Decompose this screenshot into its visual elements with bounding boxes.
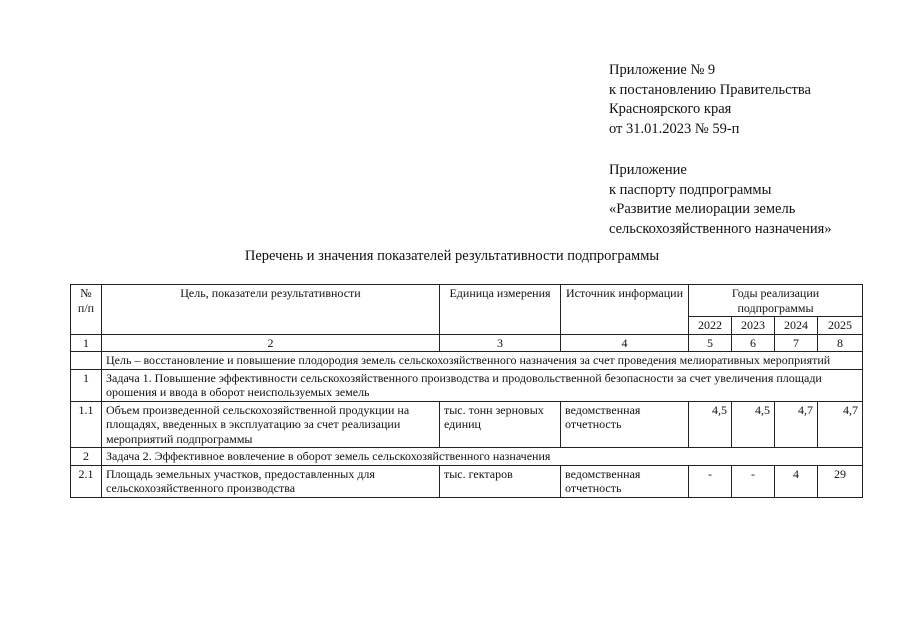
- indicator-value: -: [689, 465, 732, 497]
- indicators-table: [70, 284, 863, 498]
- indicator-value: 29: [818, 465, 863, 497]
- appendix-line: «Развитие мелиорации земель: [609, 201, 796, 217]
- task-text: Задача 2. Эффективное вовлечение в оборот земель сельскохозяйственного назначения: [102, 448, 863, 466]
- header-years-group: Годы реализации подпрограммы: [689, 285, 863, 317]
- header-unit: Единица измерения: [440, 285, 561, 335]
- appendix-line: к паспорту подпрограммы: [609, 181, 772, 198]
- goal-text: Цель – восстановление и повышение плодородия земель сельскохозяйственного назначения за счет проведения мелиоративных мероприятий: [102, 352, 863, 370]
- column-number: 3: [440, 334, 561, 352]
- column-number: 5: [689, 334, 732, 352]
- table-header-row: [71, 285, 863, 317]
- appendix-line: к постановлению Правительства: [609, 81, 811, 98]
- appendix-line: от 31.01.2023 № 59-п: [609, 120, 740, 137]
- header-year: 2022: [689, 317, 732, 335]
- indicator-num: 2.1: [71, 465, 102, 497]
- header-source: Источник информации: [561, 285, 689, 335]
- column-number: 1: [71, 334, 102, 352]
- appendix-line: сельскохозяйственного назначения»: [609, 220, 832, 237]
- task-num: 2: [71, 448, 102, 466]
- indicator-value: -: [732, 465, 775, 497]
- indicator-value: 4,5: [689, 401, 732, 448]
- header-num: № п/п: [71, 285, 102, 335]
- header-goal: Цель, показатели результативности: [102, 285, 440, 335]
- indicator-value: 4,5: [732, 401, 775, 448]
- column-number: 8: [818, 334, 863, 352]
- column-number: 7: [775, 334, 818, 352]
- indicator-name: Объем произведенной сельскохозяйственной продукции на площадях, введенных в эксплуатацию за счет реализации мероприятий подпрограммы: [102, 401, 440, 448]
- goal-row: [71, 352, 863, 370]
- task-text: Задача 1. Повышение эффективности сельскохозяйственного производства и продовольственной безопасности за счет увеличения площади орошения и ввода в оборот неиспользуемых земель: [102, 369, 863, 401]
- appendix-line: Красноярского края: [609, 101, 732, 117]
- indicator-source: ведомственная отчетность: [561, 465, 689, 497]
- header-year: 2025: [818, 317, 863, 335]
- column-number: 2: [102, 334, 440, 352]
- indicator-unit: тыс. гектаров: [440, 465, 561, 497]
- indicator-row: [71, 401, 863, 448]
- indicator-row: [71, 465, 863, 497]
- appendix-line: Приложение: [609, 162, 687, 178]
- task-num: 1: [71, 369, 102, 401]
- indicator-num: 1.1: [71, 401, 102, 448]
- task-row: [71, 369, 863, 401]
- header-year: 2024: [775, 317, 818, 335]
- task-row: [71, 448, 863, 466]
- column-number-row: [71, 334, 863, 352]
- header-year: 2023: [732, 317, 775, 335]
- document-title: Перечень и значения показателей результативности подпрограммы: [244, 248, 660, 264]
- indicator-value: 4: [775, 465, 818, 497]
- indicator-value: 4,7: [775, 401, 818, 448]
- appendix-line: Приложение № 9: [609, 62, 716, 78]
- indicator-unit: тыс. тонн зерновых единиц: [440, 401, 561, 448]
- indicator-name: Площадь земельных участков, предоставленных для сельскохозяйственного производства: [102, 465, 440, 497]
- indicator-value: 4,7: [818, 401, 863, 448]
- appendix-header: [609, 61, 832, 239]
- indicator-source: ведомственная отчетность: [561, 401, 689, 448]
- column-number: 4: [561, 334, 689, 352]
- column-number: 6: [732, 334, 775, 352]
